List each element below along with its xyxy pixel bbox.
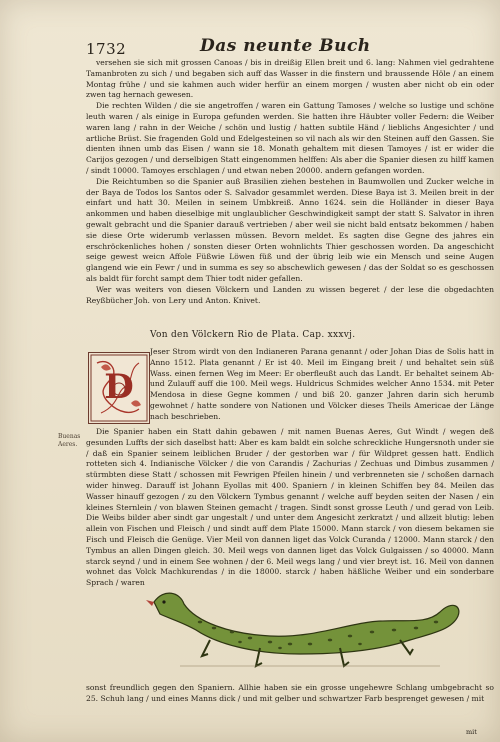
running-head: Das neunte Buch (200, 36, 371, 56)
paragraph: Die rechten Wilden / die sie angetroffen / waren ein Gattung Tamoses / welche so lustige und schöne leuth waren / als einige in Europa gefunden werden. Sie hatten ihre Häubter voller Federn: die Weiber waren lang / rahn in der Weiche / schön und lustig / hatten subtile Händ / lieblichs Angesichter / und artliche Brüst. Sie fragenden Gold und Edelgesteinen so vil nach als wir den Steinen auff den Gassen. Sie dienten ihnen umb das Eisen / wann sie 18. Monath gehaltem mit diesen Tamoyes / ist er wider die Carijos gezogen / und derselbigen Statt eingenommen helffen: Als aber die Spanier diesen zu hilff kamen / sindt 10000. Tamoyes erschlagen / und etwan neben 20000. andern gefangen worden. (86, 101, 494, 175)
serpent-icon (140, 582, 470, 677)
catchword: mit (466, 728, 477, 736)
paragraph: sonst freundlich gegen den Spaniern. Allhie haben sie ein grosse ungehewre Schlang umbgebracht so 25. Schuh lang / und eines Manns dick / und mit gelber und schwartzer Farb besprenget gewesen / mit (86, 683, 494, 703)
section-heading: Von den Völckern Rio de Plata. Cap. xxxvj. (150, 330, 356, 340)
text-block-mid (150, 347, 494, 423)
text-block-bottom (86, 427, 494, 589)
paragraph: Jeser Strom wirdt von den Indianeren Parana genannt / oder Johan Dias de Solis hatt in Anno 1512. Plata genannt / Er ist 40. Meil im Eingang breit / und behaltet sein süß Wass. einen fernen Weg im Meer: Er oberfleußt auch das Landt. Er behaltet seinem Ab- und Zulauff auff die 100. Meil wegs. Huldricus Schmides welcher Anno 1534. mit Peter Mendosa in diese Gegne kommen / und biß 20. ganzer Jahren darin sich herumb gewohnet / hatte sondere von Nationen und Völcker dieses Theils Americae der Länge nach beschrieben. (150, 347, 494, 421)
decorated-initial (88, 352, 150, 424)
paragraph: versehen sie sich mit grossen Canoas / bis in dreißig Ellen breit und 6. lang: Nahmen viel gedrahtene Tamanbroten zu sich / und begaben sich auff das Wasser in die finstern und braussende Höle / an einem Montag frühe / und sie kahmen auch wider herfür an einem morgen / wusten aber nicht ob ein oder zwen tag hernach gewesen. (86, 58, 494, 100)
paragraph: Die Spanier haben ein Statt dahin gebawen / mit namen Buenas Aeres, Gut Windt / wegen deß gesunden Luffts der sich daselbst hatt: Aber es kam baldt ein solche schreckliche Hungersnoth under sie / daß ein Spanier seinem leiblichen Bruder / der gestorben war / für Wildpret gessen hatt. Endlich rotteten sich 4. Indianische Völcker / die von Carandis / Zachurias / Zechuas und Dimbus zusammen / stürmbten diese Statt / schossen mit Fewrigen Pfeilen hinein / und verbrenneten sie / schoßen darnach wider hinweg. Darauff ist Johann Eyollas mit 400. Spaniern / in kleinen Schiffen bey 84. Meilen das Wasser hinauff gezogen / zu den Völckern Tymbus genannt / welche auff beyden seiten der Nasen / ein kleines Sternlein / von blawen Steinen gemacht / tragen. Sindt sonst grosse Leuth / und gerad von Leib. Die Weibs bilder aber sindt gar ungestalt / und unter dem Angesicht zerkratzt / und allzeit blutig: leben allein von Fischen und Fleisch / und sindt auff dem Plate 15000. Mann starck / von diesem bekamen sie Fisch und Fleisch die Genüge. Vier Meil von dannen liget das Volck Curanda / 12000. Mann starck / den Tymbus an allen Dingen gleich. 30. Meil wegs von dannen liget das Volck Gulgaissen / so 40000. Mann starck seynd / und in einem See wohnen / der 6. Meil wegs lang / und vier breyt ist. 16. Meil von dannen wohnet das Volck Machkurendas / in die 18000. starck / haben häßliche Weiber und ein sonderbare Sprach / waren (86, 427, 494, 588)
paragraph: Die Reichtumben so die Spanier auß Brasilien ziehen bestehen in Baumwollen und Zucker welche in der Baya de Todos los Santos oder S. Salvador gesammlet werden. Diese Baya ist 3. Meilen breit in der einfart und hatt 30. Meilen in seinem Umbkreiß. Anno 1624. sein die Holländer in dieser Baya ankommen und haben dieselbige mit unglaublicher Geschwindigkeit sampt der statt S. Salvator in ihren gewalt gebracht und die Spanier darauß vertrieben / aber weil sie nicht bald entsatz bekommen / haben sie diese Orte widerumb verlassen müssen. Bevorn meldet. Es sagten dise Gegne des jahres ein erschröckenliches hohen / sonsten dieser Orten wohnlichts Thier geschossen worden. Da angeschicht seige gewest weicn Affole Füßwie Löwen füß und der übrig leib wie ein Mensch und seine Augen glangend wie ein Fewr / und in summa es sey so abschewlich gewesen / das der Soldat so es geschossen als baldt für forcht sampt dem Thier todt nider gefallen. (86, 176, 494, 283)
paragraph: Wer was weiters von diesen Völckern und Landen zu wissen begeret / der lese die obgedachten Reyßbücher Joh. von Lery und Anton. Knivet. (86, 284, 494, 305)
page-number: 1732 (86, 40, 127, 58)
serpent-illustration (140, 582, 470, 677)
text-block-top (86, 58, 494, 306)
initial-ornament-icon (89, 353, 149, 423)
initial-letter: D (104, 367, 134, 407)
text-block-last (86, 683, 494, 705)
margin-note: Buenas Aeres. (58, 433, 81, 448)
